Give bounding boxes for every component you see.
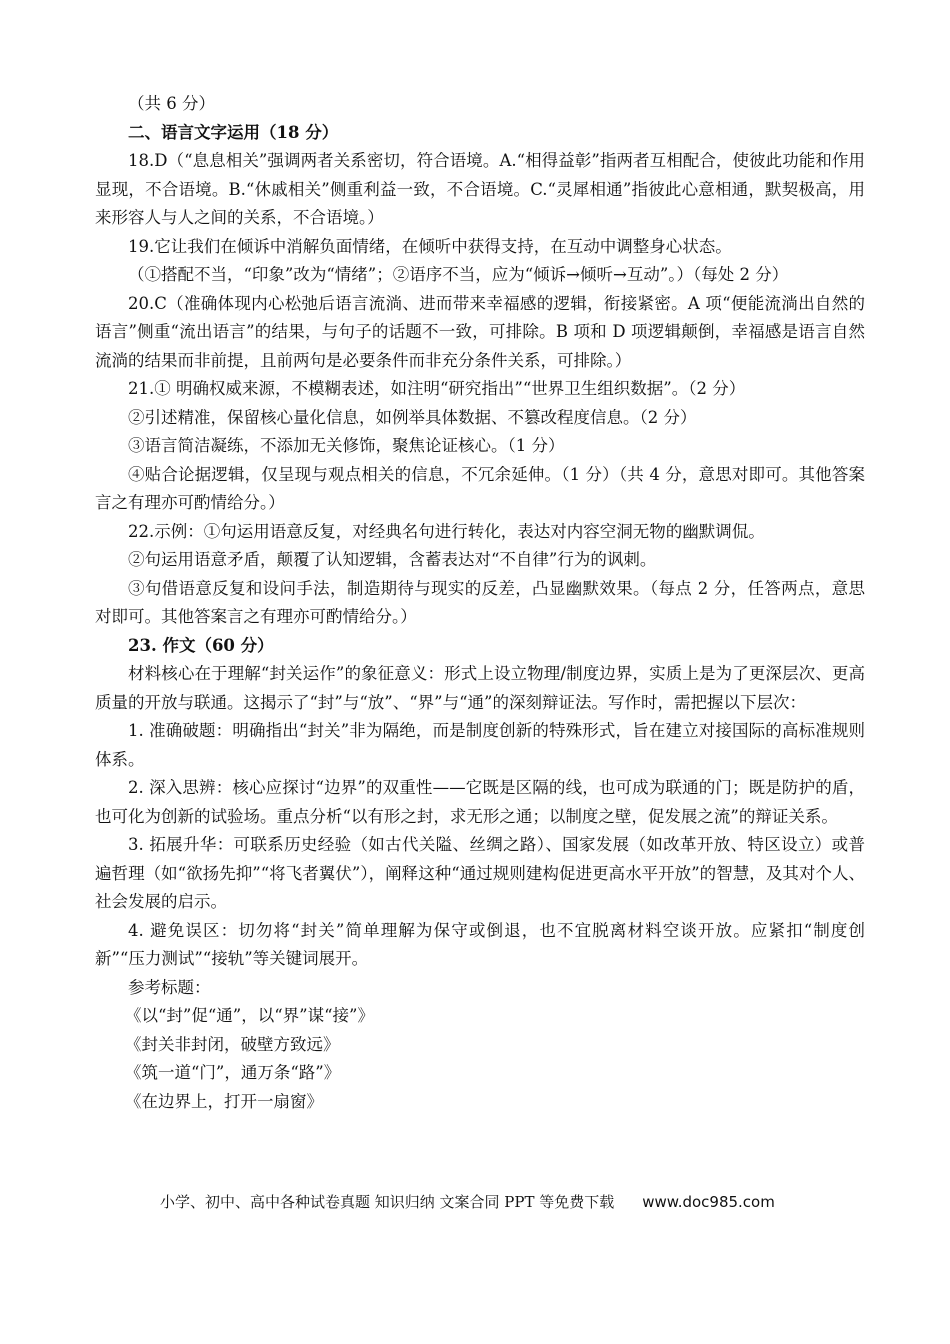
essay-heading: 23. 作文（60 分） — [128, 635, 274, 655]
essay-point-3: 3. 拓展升华：可联系历史经验（如古代关隘、丝绸之路）、国家发展（如改革开放、特区设立）或普遍哲理（如“欲扬先抑”“将飞者翼伏”），阐释这种“通过规则建构促进更高水平开放”的智慧，及其对个人、社会发展的启示。 — [95, 835, 865, 911]
footer-url[interactable]: www.doc985.com — [642, 1193, 775, 1211]
essay-point-2: 2. 深入思辨：核心应探讨“边界”的双重性——它既是区隔的线，也可成为联通的门；既是防护的盾，也可化为创新的试验场。重点分析“以有形之封，求无形之通；以制度之壁，促发展之流”的辩证关系。 — [95, 778, 865, 826]
answer-22-point-2: ②句运用语意矛盾，颠覆了认知逻辑，含蓄表达对“不自律”行为的讽刺。 — [128, 550, 657, 569]
reference-titles-label: 参考标题： — [128, 977, 211, 997]
section2-heading: 二、语言文字运用（18 分） — [128, 122, 339, 142]
reference-title: 《筑一道“门”，通万条“路”》 — [125, 1063, 341, 1082]
reference-title: 《以“封”促“通”，以“界”谋“接”》 — [125, 1006, 374, 1025]
essay-intro: 材料核心在于理解“封关运作”的象征意义：形式上设立物理/制度边界，实质上是为了更深层次、更高质量的开放与联通。这揭示了“封”与“放”、“界”与“通”的深刻辩证法。写作时，需把握以下层次： — [95, 664, 865, 712]
answer-21-point-1: 21.① 明确权威来源，不模糊表述，如注明“研究指出”“世界卫生组织数据”。（2 分） — [128, 379, 746, 398]
answer-22-point-3: ③句借语意反复和设问手法，制造期待与现实的反差，凸显幽默效果。（每点 2 分，任答两点，意思对即可。其他答案言之有理亦可酌情给分。） — [95, 578, 865, 626]
answer-18: 18.D（“息息相关”强调两者关系密切，符合语境。A.“相得益彰”指两者互相配合，使彼此功能和作用显现，不合语境。B.“休戚相关”侧重利益一致，不合语境。C.“灵犀相通”指彼此心意相通，默契极高，用来形容人与人之间的关系，不合语境。） — [95, 151, 865, 227]
answer-19-note: （①搭配不当，“印象”改为“情绪”；②语序不当，应为“倾诉→倾听→互动”。）（每处 2 分） — [128, 265, 789, 284]
answer-21-point-2: ②引述精准，保留核心量化信息，如例举具体数据、不篡改程度信息。（2 分） — [128, 407, 697, 427]
footer-text: 小学、初中、高中各种试卷真题 知识归纳 文案合同 PPT 等免费下载 — [160, 1193, 615, 1211]
page-footer — [160, 1190, 800, 1214]
answer-20: 20.C（准确体现内心松弛后语言流淌、进而带来幸福感的逻辑，衔接紧密。A 项“便能流淌出自然的语言”侧重“流出语言”的结果，与句子的话题不一致，可排除。B 项和 D 项逻辑颠倒，幸福感是语言自然流淌的结果而非前提，且前两句是必要条件而非充分条件关系，可排除。） — [95, 293, 865, 370]
answer-21-point-4: ④贴合论据逻辑，仅呈现与观点相关的信息，不冗余延伸。（1 分）（共 4 分，意思对即可。其他答案言之有理亦可酌情给分。） — [95, 464, 865, 512]
answer-22-point-1: 22.示例：①句运用语意反复，对经典名句进行转化，表达对内容空洞无物的幽默调侃。 — [128, 521, 765, 541]
essay-point-4: 4. 避免误区：切勿将“封关”简单理解为保守或倒退，也不宜脱离材料空谈开放。应紧扣“制度创新”“压力测试”“接轨”等关键词展开。 — [95, 920, 865, 968]
reference-title: 《在边界上，打开一扇窗》 — [125, 1091, 323, 1111]
reference-title: 《封关非封闭，破壁方致远》 — [125, 1034, 340, 1054]
answer-document — [95, 90, 865, 1116]
essay-point-1: 1. 准确破题：明确指出“封关”非为隔绝，而是制度创新的特殊形式，旨在建立对接国际的高标准规则体系。 — [95, 721, 865, 769]
answer-21-point-3: ③语言简洁凝练，不添加无关修饰，聚焦论证核心。（1 分） — [128, 436, 565, 455]
answer-19: 19.它让我们在倾诉中消解负面情绪，在倾听中获得支持，在互动中调整身心状态。 — [128, 236, 732, 256]
section-intro: （共 6 分） — [128, 94, 215, 113]
